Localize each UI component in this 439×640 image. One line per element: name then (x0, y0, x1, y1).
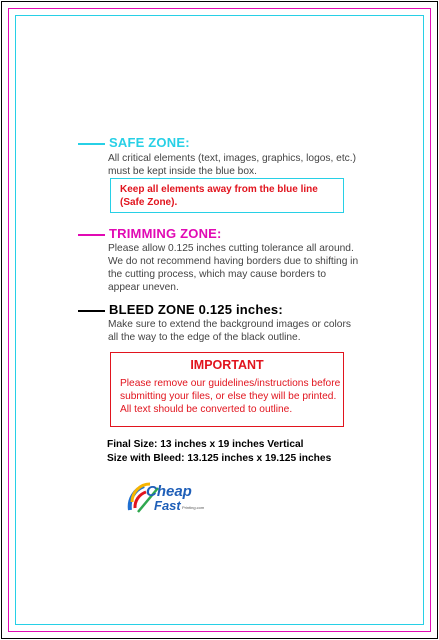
safe-zone-title: SAFE ZONE: (109, 135, 190, 150)
bleed-size: Size with Bleed: 13.125 inches x 19.125 inches (107, 453, 332, 464)
important-title: IMPORTANT (190, 358, 264, 372)
safe-zone-note-1: Keep all elements away from the blue line (120, 184, 318, 195)
safe-zone-note-box (110, 178, 344, 213)
safe-zone-text-2: must be kept inside the blue box. (108, 166, 257, 177)
bleed-zone-text-1: Make sure to extend the background images or colors (108, 319, 351, 330)
logo-word-cheap: Cheap (146, 483, 192, 500)
bleed-zone-dash (78, 310, 105, 312)
trimming-zone-title: TRIMMING ZONE: (109, 226, 222, 241)
logo-graphic (124, 472, 214, 522)
trimming-zone-text-2: We do not recommend having borders due to shifting in (108, 256, 359, 267)
bleed-zone-title: BLEED ZONE 0.125 inches: (109, 302, 283, 317)
safe-zone-note-2: (Safe Zone). (120, 197, 178, 208)
logo-word-printing: Printing.com (182, 505, 205, 510)
size-info (107, 438, 331, 466)
logo-word-fast: Fast (154, 498, 181, 513)
important-box (110, 352, 344, 427)
important-line-2: submitting your files, or else they will be printed. (120, 391, 337, 402)
cheapfastprinting-logo (124, 472, 214, 522)
final-size: Final Size: 13 inches x 19 inches Vertical (107, 439, 304, 450)
trimming-zone-text-4: appear uneven. (108, 282, 179, 293)
trimming-zone-text-3: the cutting process, which may cause borders to (108, 269, 327, 280)
bleed-zone-text-2: all the way to the edge of the black outline. (108, 332, 301, 343)
important-line-1: Please remove our guidelines/instructions before (120, 378, 341, 389)
important-line-3: All text should be converted to outline. (120, 404, 293, 415)
safe-zone-dash (78, 143, 105, 145)
safe-zone-text-1: All critical elements (text, images, graphics, logos, etc.) (108, 153, 356, 164)
trimming-zone-dash (78, 234, 105, 236)
trimming-zone-text-1: Please allow 0.125 inches cutting tolerance all around. (108, 243, 354, 254)
